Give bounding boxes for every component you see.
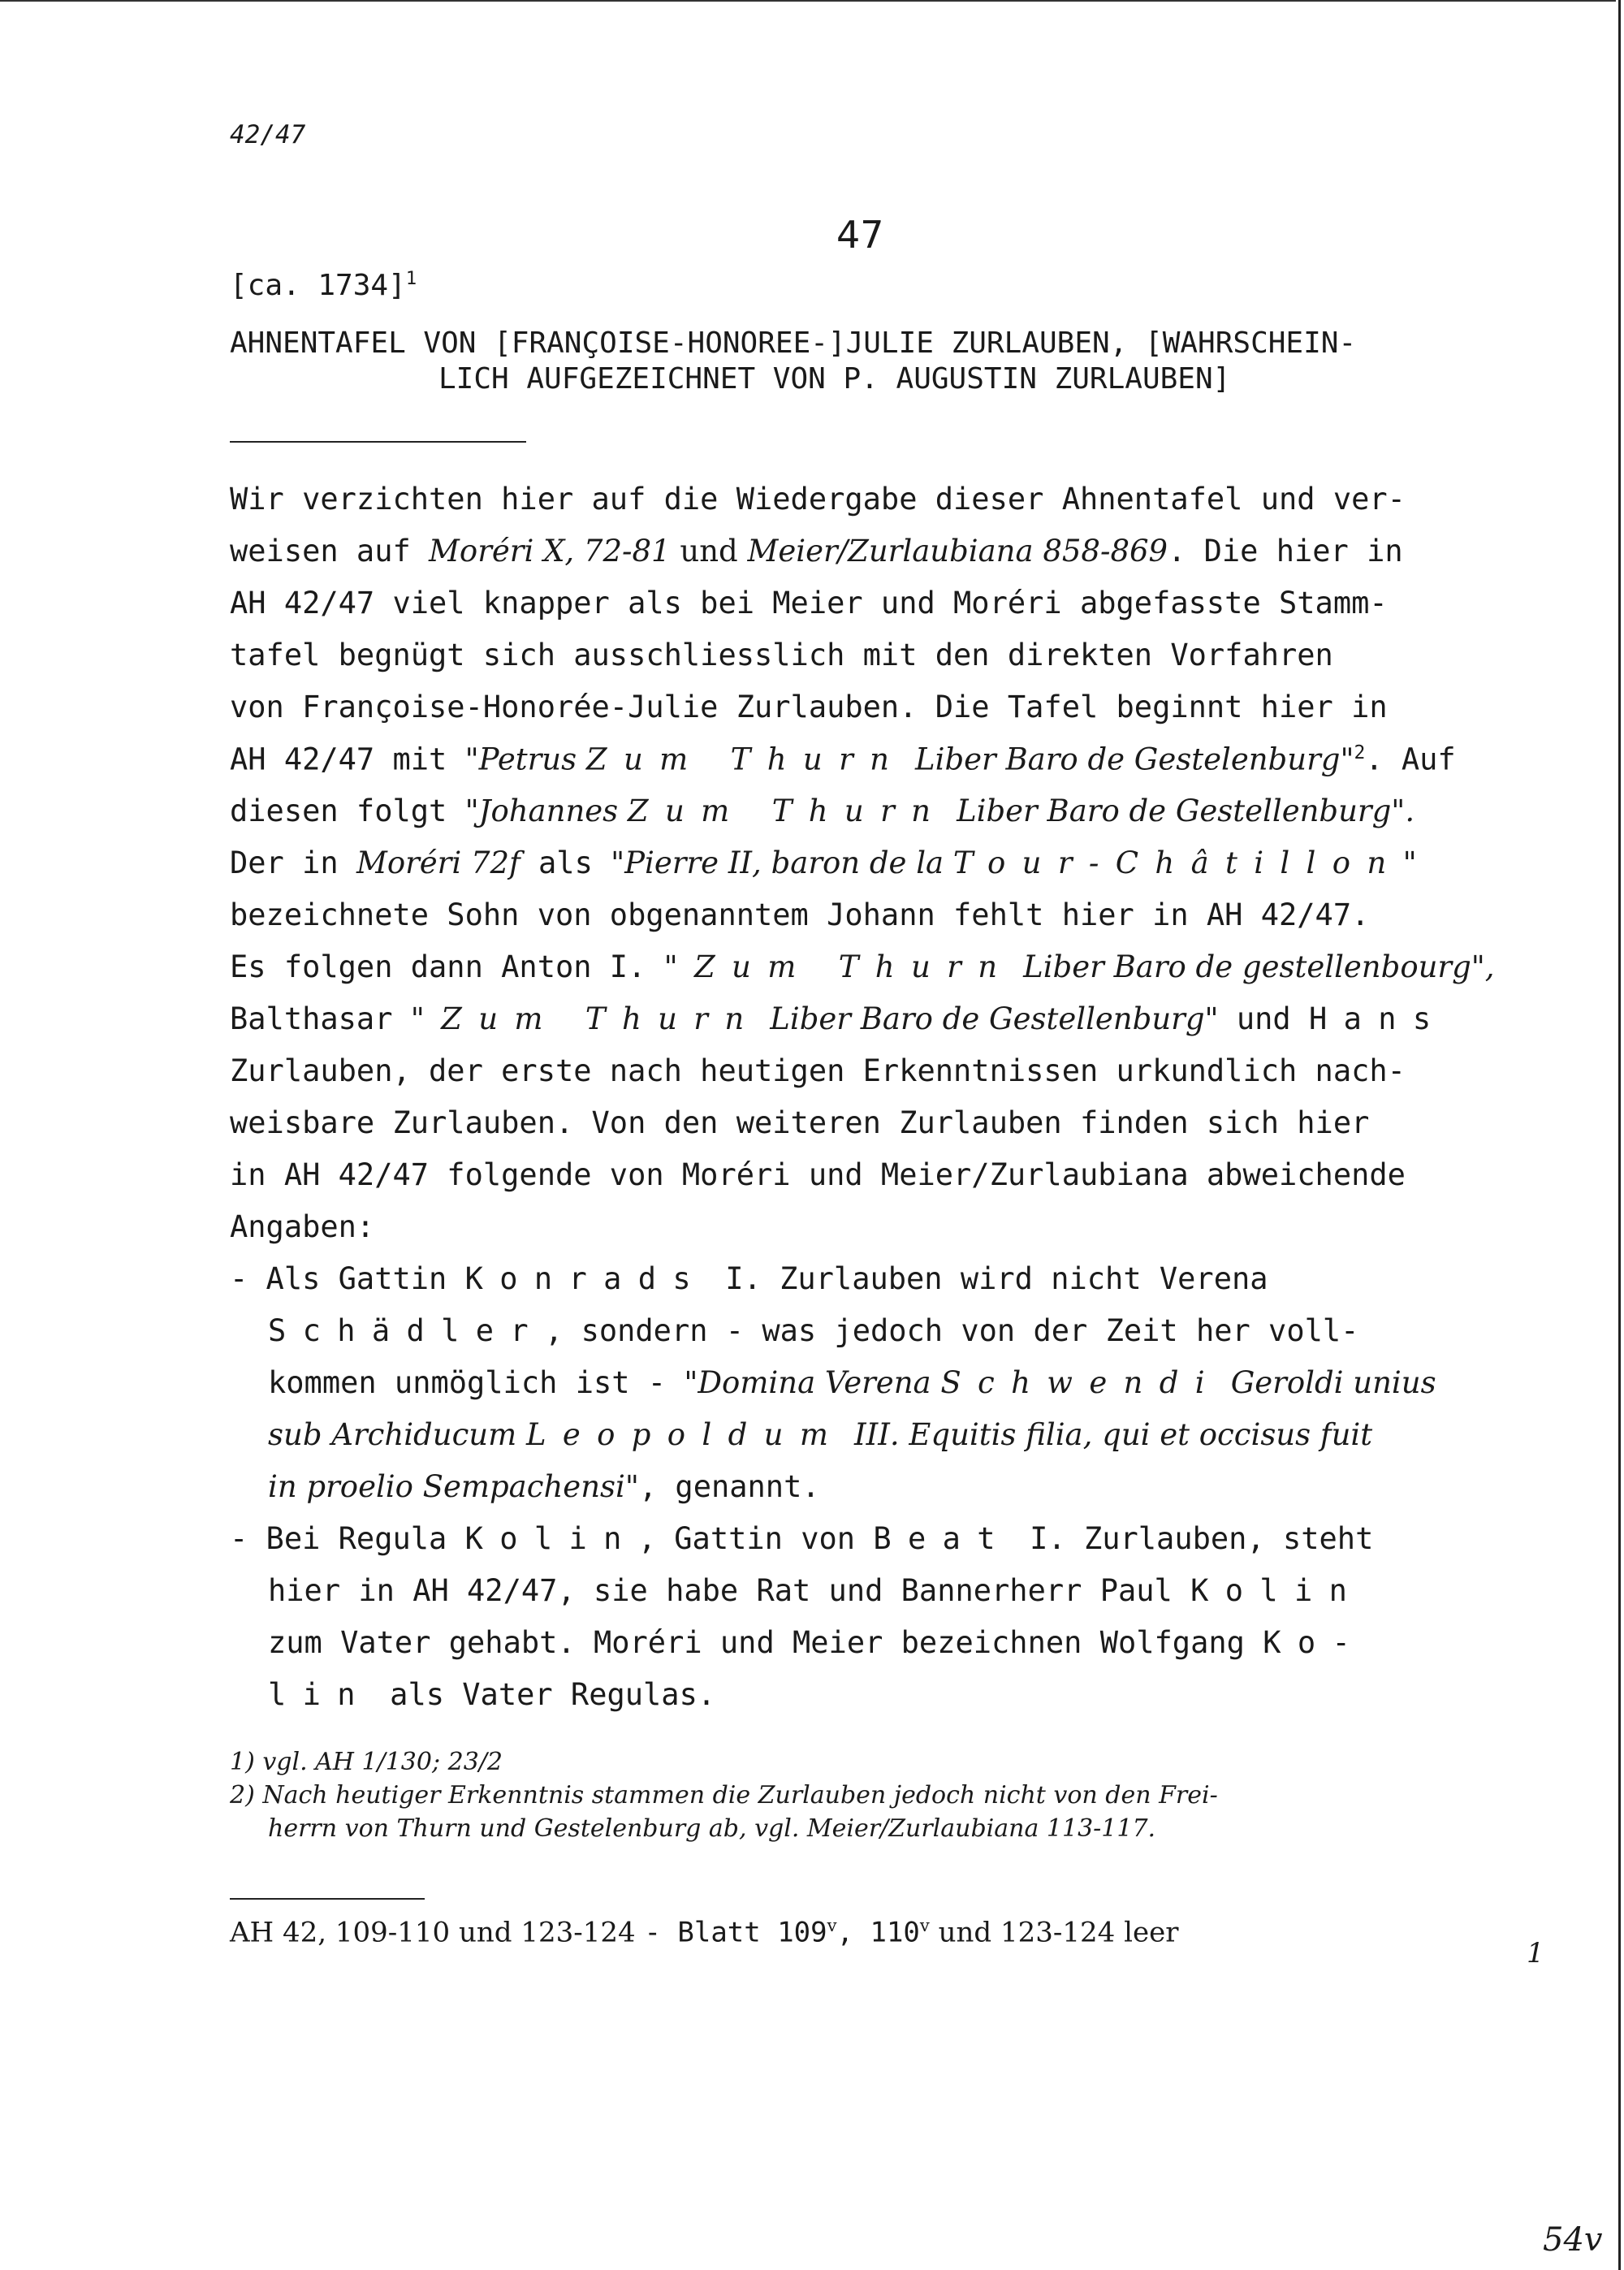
bullet-1-line-1: - Als Gattin Konrads I. Zurlauben wird nicht Verena	[230, 1261, 1268, 1296]
body-line-6: AH 42/47 mit "Petrus Zum Thurn Liber Baro de Gestelenburg"$^2$. Auf	[230, 742, 1456, 777]
body-line-15: Angaben:	[230, 1209, 375, 1244]
page-edge-top	[0, 0, 1616, 2]
footnote-1: 1) vgl. AH 1/130; 23/2	[230, 1748, 503, 1776]
page-edge-right	[1618, 0, 1621, 2270]
footnote-ref-1: 1	[405, 268, 417, 289]
footnote-2-line-2: herrn von Thurn und Gestelenburg ab, vgl. Meier/Zurlaubiana 113-117.	[268, 1814, 1156, 1843]
bullet-2-line-4: lin als Vater Regulas.	[268, 1677, 716, 1712]
body-line-11: Balthasar "Zum Thurn Liber Baro de Gestellenburg" und Hans	[230, 1001, 1448, 1036]
body-line-4: tafel begnügt sich ausschliesslich mit den direkten Vorfahren	[230, 638, 1333, 672]
body-line-3: AH 42/47 viel knapper als bei Meier und Moréri abgefasste Stamm-	[230, 586, 1388, 620]
bullet-1-line-4: sub Archiducum Leopoldum III. Equitis filia, qui et occisus fuit	[268, 1417, 1373, 1452]
body-line-2: weisen auf Moréri X, 72-81 und Meier/Zurlaubiana 858-869. Die hier in	[230, 534, 1403, 569]
body-line-10: Es folgen dann Anton I. "Zum Thurn Liber Baro de gestellenbourg",	[230, 949, 1495, 984]
body-line-9: bezeichnete Sohn von obgenanntem Johann fehlt hier in AH 42/47.	[230, 897, 1370, 932]
bullet-2-line-1: - Bei Regula Kolin, Gattin von Beat I. Zurlauben, steht	[230, 1521, 1374, 1556]
body-line-5: von Françoise-Honorée-Julie Zurlauben. Die Tafel beginnt hier in	[230, 690, 1388, 724]
body-line-14: in AH 42/47 folgende von Moréri und Meier/Zurlaubiana abweichende	[230, 1157, 1406, 1192]
document-number: 47	[836, 213, 884, 257]
body-line-7: diesen folgt "Johannes Zum Thurn Liber Baro de Gestellenburg".	[230, 793, 1415, 828]
document-title-line-1: AHNENTAFEL VON [FRANÇOISE-HONOREE-]JULIE ZURLAUBEN, [WAHRSCHEIN-	[230, 326, 1357, 360]
body-line-13: weisbare Zurlauben. Von den weiteren Zurlauben finden sich hier	[230, 1105, 1370, 1140]
bullet-1-line-2: Schädler, sondern - was jedoch von der Zeit her voll-	[268, 1313, 1359, 1348]
bullet-1-line-3: kommen unmöglich ist - "Domina Verena Schwendi Geroldi unius	[268, 1365, 1436, 1400]
title-divider	[230, 441, 526, 443]
bullet-1-line-5: in proelio Sempachensi", genannt.	[268, 1469, 820, 1504]
source-note: AH 42, 109-110 und 123-124 - Blatt 109$^v$, 110$^v$ und 123-124 leer	[230, 1915, 1179, 1949]
handwritten-folio-number: 54v	[1543, 2221, 1603, 2259]
document-reference: 42/47	[230, 120, 306, 149]
body-line-1: Wir verzichten hier auf die Wiedergabe dieser Ahnentafel und ver-	[230, 482, 1406, 517]
source-divider	[230, 1898, 425, 1900]
document-title-line-2: LICH AUFGEZEICHNET VON P. AUGUSTIN ZURLAUBEN]	[438, 362, 1231, 396]
handwritten-page-mark: 1	[1527, 1937, 1544, 1969]
footnote-2-line-1: 2) Nach heutiger Erkenntnis stammen die Zurlauben jedoch nicht von den Frei-	[230, 1781, 1218, 1810]
footnote-ref-2: 2	[1354, 742, 1366, 763]
bullet-2-line-2: hier in AH 42/47, sie habe Rat und Bannerherr Paul Kolin	[268, 1573, 1364, 1608]
body-line-8: Der in Moréri 72f als "Pierre II, baron de la Tour-Châtillon"	[230, 845, 1417, 880]
document-date: [ca. 1734]$^1$	[230, 268, 417, 302]
body-line-12: Zurlauben, der erste nach heutigen Erkenntnissen urkundlich nach-	[230, 1053, 1406, 1088]
bullet-2-line-3: zum Vater gehabt. Moréri und Meier bezeichnen Wolfgang Ko-	[268, 1625, 1367, 1660]
